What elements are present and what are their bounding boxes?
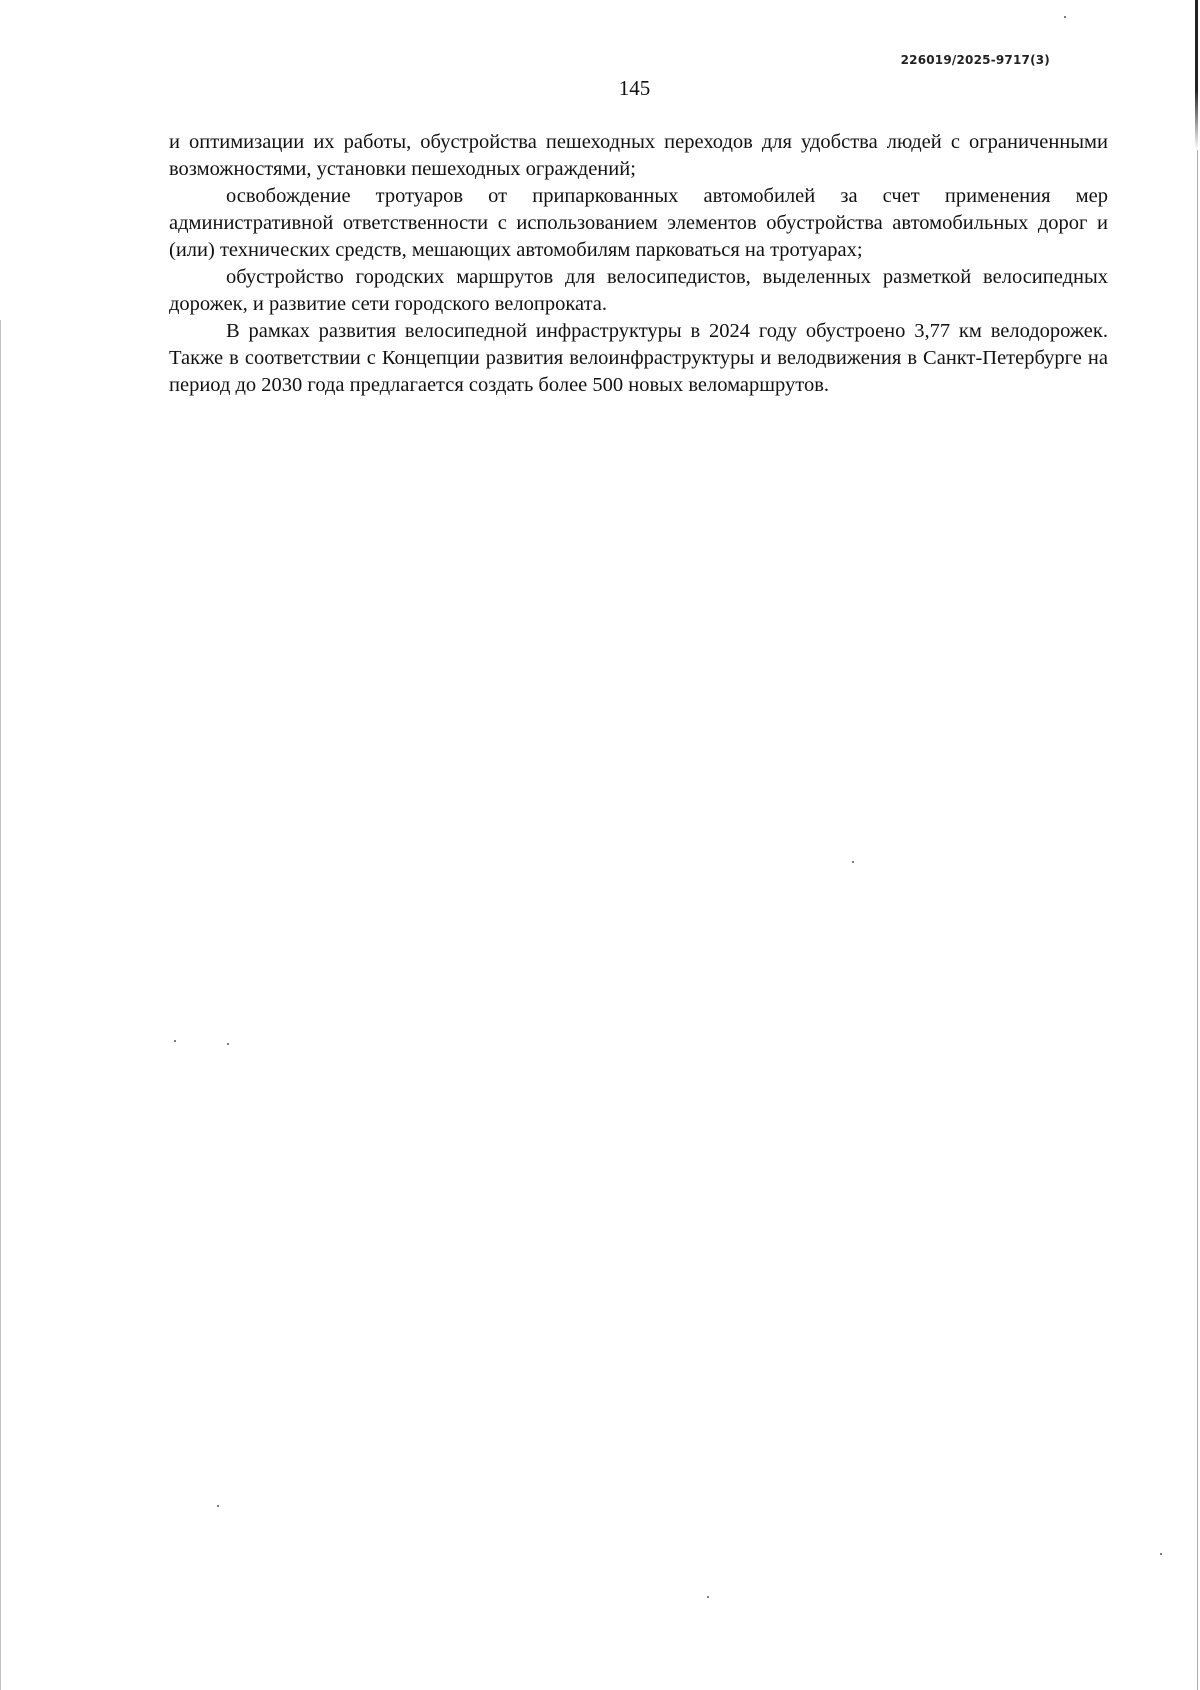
scan-speck bbox=[227, 1043, 229, 1045]
paragraph: освобождение тротуаров от припаркованных автомобилей за счет применения мер административной ответственности с использованием элементов обустройства автомобильных дорог и (или) технических средств, мешающих автомобилям парковаться на тротуарах; bbox=[169, 185, 1108, 261]
scan-speck bbox=[217, 1505, 219, 1507]
scan-edge-line-left bbox=[0, 320, 1, 1690]
scan-speck bbox=[1064, 16, 1066, 18]
scan-speck bbox=[707, 1596, 709, 1598]
paragraph: и оптимизации их работы, обустройства пешеходных переходов для удобства людей с ограниченными возможностями, установки пешеходных ограждений; bbox=[169, 131, 1108, 180]
scan-speck bbox=[1160, 1553, 1162, 1555]
paragraph: обустройство городских маршрутов для велосипедистов, выделенных разметкой велосипедных дорожек, и развитие сети городского велопроката. bbox=[169, 266, 1108, 315]
scan-speck bbox=[174, 1040, 176, 1042]
document-body bbox=[169, 129, 1108, 399]
scan-edge-shadow bbox=[1195, 0, 1198, 150]
page-number: 145 bbox=[618, 76, 651, 100]
paragraph: В рамках развития велосипедной инфраструктуры в 2024 году обустроено 3,77 км велодорожек. Также в соответствии с Концепции развития велоинфраструктуры и велодвижения в Санкт-Петербурге на период до 2030 года предлагается создать более 500 новых веломаршрутов. bbox=[169, 320, 1108, 396]
scan-edge-line bbox=[1197, 150, 1198, 1690]
document-code: 226019/2025-9717(3) bbox=[900, 53, 1050, 67]
scan-speck bbox=[852, 861, 854, 863]
